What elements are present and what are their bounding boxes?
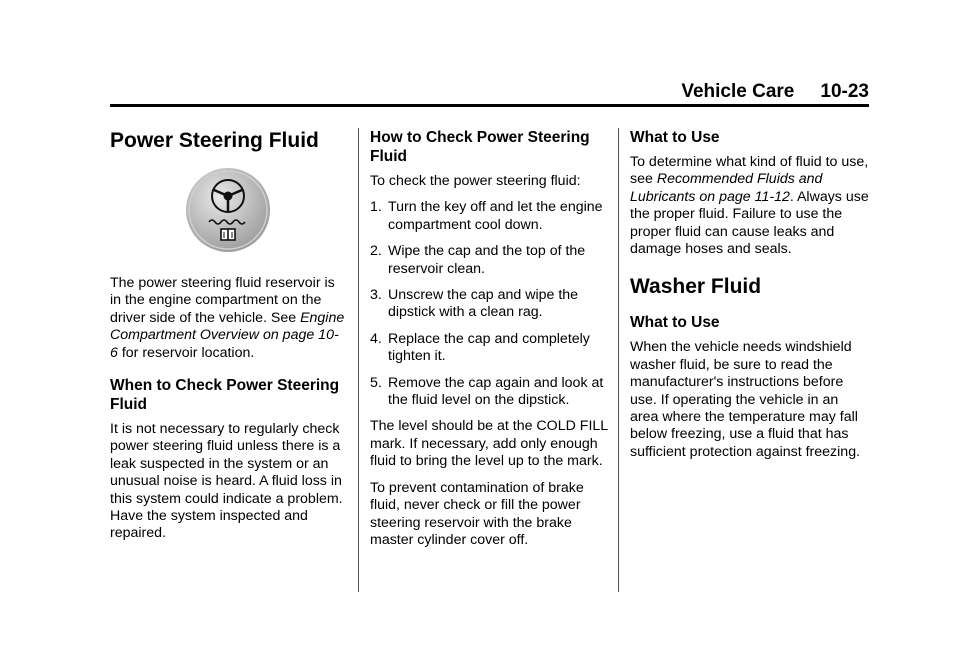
recommended-fluids-reference: Recommended Fluids and Lubricants on page 11-12 (630, 171, 823, 205)
column-2 (370, 126, 610, 558)
header-rule (110, 104, 869, 107)
step-item: 2. Wipe the cap and the top of the reservoir clean. (370, 243, 586, 277)
step-item: 3. Unscrew the cap and wipe the dipstick with a clean rag. (370, 287, 579, 321)
engine-compartment-reference: Engine Compartment Overview on page 10-6 (110, 309, 345, 361)
title-washer-fluid: Washer Fluid (630, 275, 762, 299)
reservoir-location-paragraph: The power steering fluid reservoir is in the engine compartment on the driver side of the vehicle. See Engine Compartment Overview on page 10-6 for reservoir location. (110, 275, 345, 361)
column-3 (630, 126, 870, 470)
page-header (110, 80, 869, 104)
step-item: 1. Turn the key off and let the engine compartment cool down. (370, 199, 603, 233)
step-item: 5. Remove the cap again and look at the fluid level on the dipstick. (370, 374, 604, 409)
column-1 (110, 126, 346, 552)
when-to-check-paragraph: It is not necessary to regularly check power steering fluid unless there is a leak suspected in the system or an unusual noise is heard. A fluid loss in this system could indicate a problem. Have the system inspected and repaired. (110, 421, 343, 542)
how-to-check-steps (370, 199, 610, 409)
heading-when-to-check: When to Check Power Steering Fluid (110, 377, 340, 414)
power-steering-fluid-icon-wrap (110, 167, 346, 275)
power-steering-fluid-icon (185, 167, 271, 253)
contamination-paragraph: To prevent contamination of brake fluid, never check or fill the power steering reservoir with the brake master cylinder cover off. (370, 479, 584, 548)
column-divider-1 (358, 128, 359, 592)
what-to-use-paragraph: To determine what kind of fluid to use, see Recommended Fluids and Lubricants on page 11-12. Always use the proper fluid. Failure to use the proper fluid can cause leaks and damage hoses and seals. (630, 154, 869, 258)
column-divider-2 (618, 128, 619, 592)
title-power-steering-fluid: Power Steering Fluid (110, 129, 319, 152)
washer-fluid-paragraph: When the vehicle needs windshield washer fluid, be sure to read the manufacturer's instructions before use. If operating the vehicle in an area where the temperature may fall below freezing, use a fluid that has sufficient protection against freezing. (630, 339, 861, 460)
how-to-check-intro: To check the power steering fluid: (370, 173, 581, 189)
heading-how-to-check: How to Check Power Steering Fluid (370, 129, 590, 165)
heading-what-to-use: What to Use (630, 129, 720, 146)
step-item: 4. Replace the cap and completely tighten it. (370, 330, 590, 365)
fluid-level-paragraph: The level should be at the COLD FILL mark. If necessary, add only enough fluid to bring the level up to the mark. (370, 418, 608, 470)
header-page-number: 10-23 (820, 81, 869, 102)
heading-washer-what-to-use: What to Use (630, 314, 720, 332)
header-section: Vehicle Care (681, 81, 795, 102)
